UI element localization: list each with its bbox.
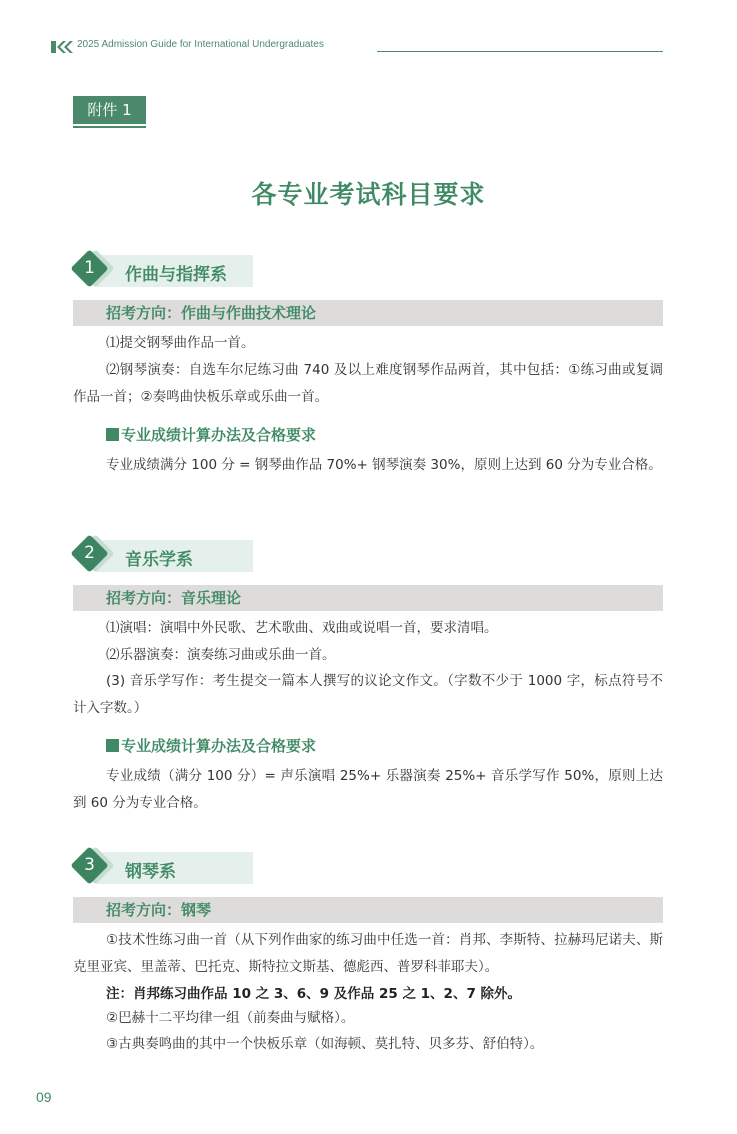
direction-bar: 招考方向：钢琴 (73, 897, 663, 923)
running-header (51, 38, 663, 56)
requirement-item: ①技术性练习曲一首（从下列作曲家的练习曲中任选一首：肖邦、李斯特、拉赫玛尼诺夫、斯克里亚宾、里盖蒂、巴托克、斯特拉文斯基、德彪西、普罗科菲耶夫）。 (73, 932, 663, 975)
section-title: 钢琴系 (125, 862, 176, 882)
score-heading (106, 735, 316, 756)
square-bullet-icon (106, 739, 119, 752)
score-heading-text: 专业成绩计算办法及合格要求 (121, 737, 317, 755)
header-rule (377, 51, 663, 52)
requirement-item: ⑵乐器演奏：演奏练习曲或乐曲一首。 (106, 647, 336, 663)
section-number: 1 (84, 258, 95, 278)
requirement-item: ③古典奏鸣曲的其中一个快板乐章（如海顿、莫扎特、贝多芬、舒伯特）。 (106, 1036, 544, 1052)
direction-bar: 招考方向：作曲与作曲技术理论 (73, 300, 663, 326)
appendix-underline (73, 126, 146, 128)
header-text: 2025 Admission Guide for International Undergraduates (77, 39, 324, 50)
section-title: 音乐学系 (125, 550, 193, 570)
score-text: 专业成绩（满分 100 分）= 声乐演唱 25%+ 乐器演奏 25%+ 音乐学写作 50%，原则上达到 60 分为专业合格。 (73, 768, 663, 811)
direction-bar: 招考方向：音乐理论 (73, 585, 663, 611)
score-heading (106, 424, 316, 445)
section-heading-2 (73, 537, 255, 573)
score-heading-text: 专业成绩计算办法及合格要求 (121, 426, 317, 444)
section-title: 作曲与指挥系 (125, 265, 227, 285)
page-number: 09 (36, 1089, 52, 1105)
section-heading-1 (73, 252, 255, 288)
page-title: 各专业考试科目要求 (251, 180, 486, 209)
score-text: 专业成绩满分 100 分 = 钢琴曲作品 70%+ 钢琴演奏 30%，原则上达到 60 分为专业合格。 (106, 457, 662, 473)
square-bullet-icon (106, 428, 119, 441)
requirement-note: 注：肖邦练习曲作品 10 之 3、6、9 及作品 25 之 1、2、7 除外。 (106, 986, 522, 1002)
requirement-item: ⑴演唱：演唱中外民歌、艺术歌曲、戏曲或说唱一首，要求清唱。 (106, 620, 498, 636)
section-number: 3 (84, 855, 95, 875)
appendix-label: 附件 1 (73, 96, 146, 124)
requirement-item: ②巴赫十二平均律一组（前奏曲与赋格）。 (106, 1010, 355, 1026)
section-heading-3 (73, 849, 255, 885)
double-chevron-left-icon (51, 41, 73, 53)
section-number: 2 (84, 543, 95, 563)
requirement-item: ⑴提交钢琴曲作品一首。 (106, 335, 255, 351)
requirement-item: ⑵钢琴演奏：自选车尔尼练习曲 740 及以上难度钢琴作品两首，其中包括：①练习曲或复调作品一首；②奏鸣曲快板乐章或乐曲一首。 (73, 362, 663, 405)
requirement-item: (3) 音乐学写作：考生提交一篇本人撰写的议论文作文。（字数不少于 1000 字，标点符号不计入字数。） (73, 673, 663, 716)
